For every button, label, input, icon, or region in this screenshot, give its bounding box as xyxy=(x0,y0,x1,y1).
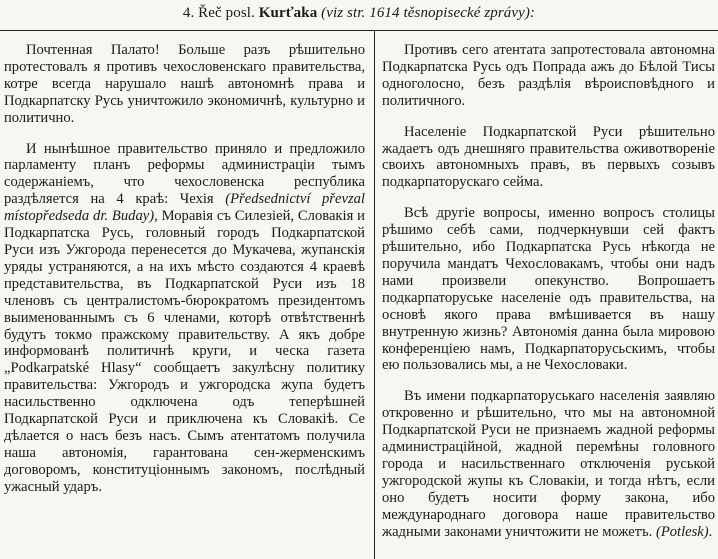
speech-heading xyxy=(0,4,718,22)
right-paragraph-1: Противъ сего атентата запротестовала автономна Подкарпатска Русь одъ Попрада ажъ до Бѣлой Тисы одноголосно, безъ раздѣлiя вѣроисповѣдного и политичного. xyxy=(382,42,715,109)
applause-note: (Potlesk) xyxy=(655,523,709,540)
right-column xyxy=(382,42,715,540)
heading-prefix: 4. Řeč posl. xyxy=(182,5,259,21)
right-paragraph-4-text: Въ имени подкарпаторуськаго населенiя заявляю откровенно и рѣшительно, что мы на автономной Подкарпатской Руси не признаемъ жадной реформы администрацiйной, жадной перемѣны головного города и насильственнаго отключенiя руськой ужгородской жупы къ Словакiи, и тогда нѣтъ, если оно будетъ носити форму закона, ибо международнаго договора наше правительство жадными законами уничтожити не можетъ. xyxy=(382,388,715,540)
left-column xyxy=(4,42,365,496)
left-paragraph-2-text-b: , Моравiя съ Силезiей, Словакiя и Подкарпатска Русь, головный городъ Подкарпатской Руси изъ Ужгорода перенесется до Мукачева, жупанскiя уряды устраняются, а на ихъ мѣсто создаются 4 краевѣ представительства, въ Подкарпатской Руси изъ 18 членовъ съ централистомъ-бюрократомъ президентомъ выименованнымъ съ 6 членами, которѣ отвѣтственнѣ будутъ токмо пражскому правительству. А якъ добре информованѣ политичнѣ круги, и ческа газета „Podkarpatské Hlasy“ сообщаетъ закулѣсну политику правительства: Ужгородъ и ужгородска жупа будетъ насильственно одключена одъ теперѣшней Подкарпатской Руси и приключена къ Словакiѣ. Се дѣлается о насъ безъ насъ. Сымъ атентатомъ получила наша автономiя, гарантована сен-жерменскимъ договоромъ, конституцiоннымъ закономъ, послѣдный ужасный ударъ. xyxy=(4,208,365,495)
speaker-name: Kurťaka xyxy=(258,5,318,21)
right-paragraph-4-end: . xyxy=(708,523,713,540)
left-paragraph-1: Почтенная Палато! Больше разъ рѣшительно протестовалъ я противъ чехословенскаго правительства, котре всегда нарушало нашѣ автономнѣ права и Подкарпатску Русь уничтожило экономичнѣ, культурно и политично. xyxy=(4,42,365,126)
column-rule xyxy=(374,31,375,559)
left-paragraph-2 xyxy=(4,141,365,496)
top-rule xyxy=(0,30,718,31)
right-paragraph-3: Всѣ другiе вопросы, именно вопросъ столицы рѣшимо себѣ сами, подчеркнувши сей фактъ рѣшительно, ибо Подкарпатска Русь нѣкогда не поручила мандатъ Чехословакамъ, чтобы они надъ нами произвели опекунство. Вопрошаетъ подкарпаторуське населенiе одъ правительства, на основѣ якого права вмѣшивается въ нашу внутренную жизнь? Автономiя данна была мировою конференцiею намъ, Подкарпаторусьскимъ, чтобы ею пользовались мы, а не Чехословаки. xyxy=(382,205,715,374)
chair-change-note: (Předsednictví převzal místopředseda dr. Buday) xyxy=(4,191,365,225)
left-paragraph-2-text-a: И нынѣшное правительство приняло и предложило парламенту планъ реформы администрацiи тымъ содержанiемъ, что чехословенска республика раздѣляется на 4 краѣ: Чехiя xyxy=(4,140,365,208)
right-paragraph-4 xyxy=(382,388,715,540)
heading-reference: (viz str. 1614 těsnopisecké zprávy): xyxy=(317,5,536,21)
right-paragraph-2: Населенiе Подкарпатской Руси рѣшительно жадаетъ одъ днешняго правительства оживотворенiе своихъ автономныхъ правъ, въ первыхъ созывъ подкарпаторускаго сейма. xyxy=(382,123,715,191)
